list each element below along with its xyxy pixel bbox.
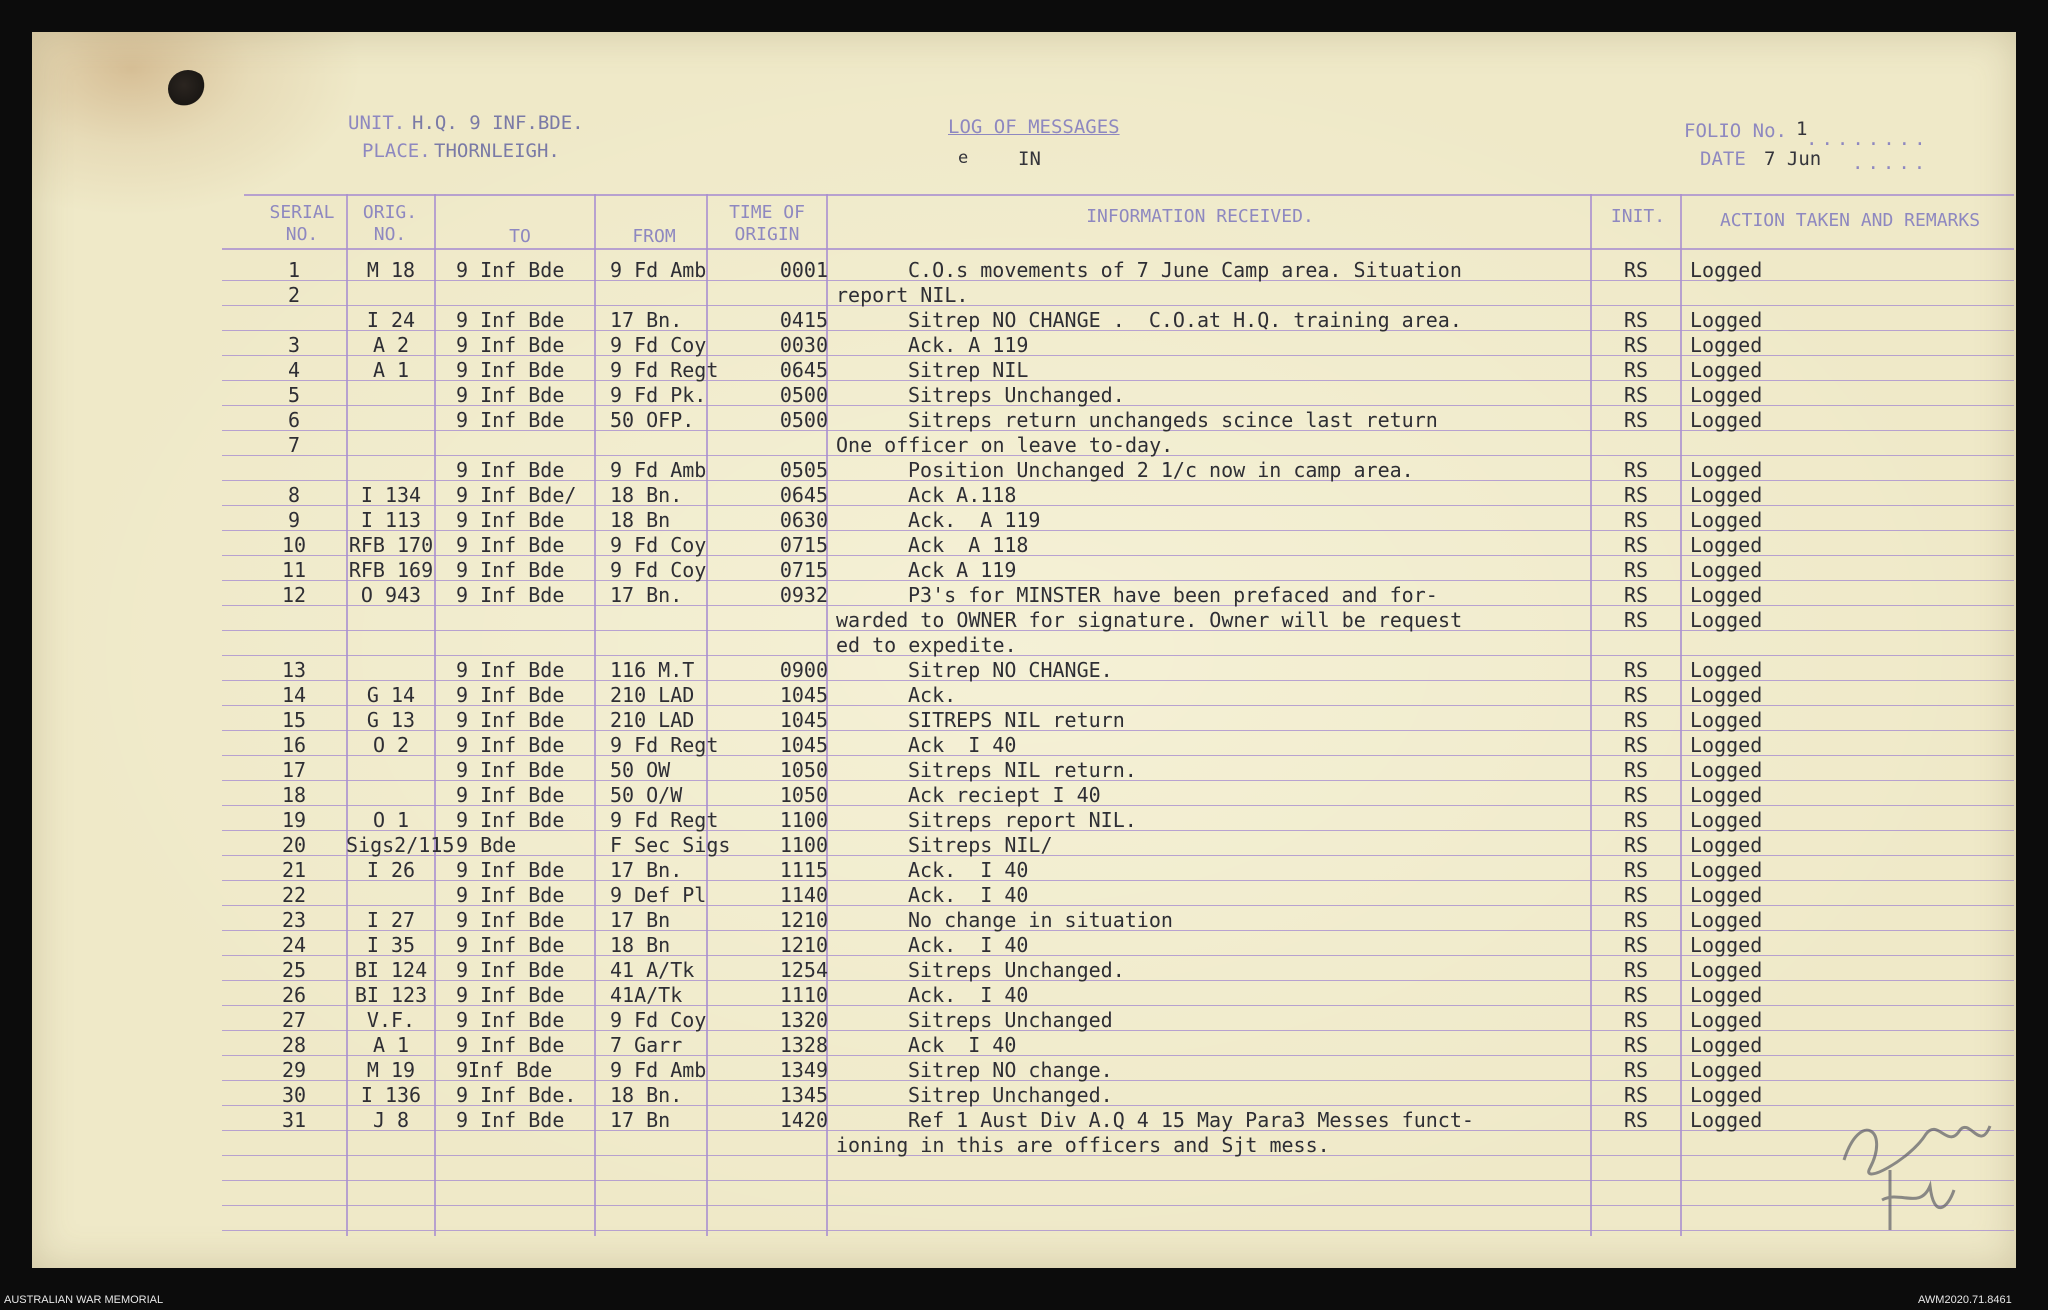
col-orig-heading: ORIG. NO.	[362, 202, 418, 245]
cell-to: 9 Inf Bde	[456, 983, 565, 1007]
cell-to: 9 Inf Bde	[456, 533, 565, 557]
col-rule-init	[1680, 194, 1682, 1236]
cell-orig: I 26	[366, 858, 416, 882]
cell-to: 9 Inf Bde	[456, 958, 565, 982]
cell-orig: O 943	[360, 583, 422, 607]
cell-init: RS	[1623, 1108, 1649, 1132]
cell-orig: O 1	[372, 808, 410, 832]
cell-init: RS	[1623, 258, 1649, 282]
cell-info: Ack A.118	[908, 483, 1017, 507]
cell-init: RS	[1623, 383, 1649, 407]
cell-init: RS	[1623, 708, 1649, 732]
cell-serial: 21	[281, 858, 307, 882]
cell-info: Sitrep NIL	[908, 358, 1029, 382]
cell-serial: 4	[287, 358, 301, 382]
cell-serial: 10	[281, 533, 307, 557]
cell-from: 18 Bn.	[610, 483, 683, 507]
cell-from: 7 Garr	[610, 1033, 683, 1057]
cell-orig: A 1	[372, 358, 410, 382]
cell-from: 210 LAD	[610, 683, 695, 707]
place-value: THORNLEIGH.	[434, 140, 560, 162]
header-bottom-rule	[222, 248, 2014, 250]
row-rule	[222, 1230, 2014, 1231]
cell-info: Ack A 119	[908, 558, 1017, 582]
date-dots: .....	[1852, 152, 1930, 174]
cell-info: Ack. A 119	[908, 508, 1041, 532]
cell-to: 9 Inf Bde	[456, 733, 565, 757]
cell-from: 9 Fd Pk.	[610, 383, 707, 407]
cell-init: RS	[1623, 308, 1649, 332]
cell-info: Sitreps Unchanged.	[908, 958, 1125, 982]
cell-action: Logged	[1690, 483, 1763, 507]
cell-init: RS	[1623, 958, 1649, 982]
col-rule-info	[1590, 194, 1592, 1236]
cell-action: Logged	[1690, 608, 1763, 632]
cell-to: 9 Inf Bde	[456, 358, 565, 382]
cell-from: 9 Fd Regt	[610, 358, 719, 382]
cell-from: 9 Fd Amb	[610, 1058, 707, 1082]
cell-serial: 22	[281, 883, 307, 907]
form-title: LOG OF MESSAGES	[948, 116, 1120, 138]
cell-init: RS	[1623, 783, 1649, 807]
cell-to: 9 Inf Bde.	[456, 1083, 577, 1107]
cell-info: Sitreps return unchangeds scince last return	[908, 408, 1438, 432]
cell-action: Logged	[1690, 783, 1763, 807]
cell-from: 17 Bn.	[610, 583, 683, 607]
cell-to: 9 Inf Bde	[456, 858, 565, 882]
cell-from: 17 Bn.	[610, 858, 683, 882]
col-time-heading: TIME OF ORIGIN	[729, 202, 805, 245]
cell-to: 9 Inf Bde	[456, 408, 565, 432]
col-info-heading: INFORMATION RECEIVED.	[1086, 206, 1314, 227]
cell-action: Logged	[1690, 658, 1763, 682]
cell-serial: 23	[281, 908, 307, 932]
cell-info: ed to expedite.	[836, 633, 1017, 657]
cell-to: 9 Inf Bde	[456, 383, 565, 407]
cell-time: 1328	[779, 1033, 828, 1057]
cell-info: Ack I 40	[908, 1033, 1017, 1057]
cell-info: Position Unchanged 2 1/c now in camp area.	[908, 458, 1414, 482]
cell-time: 0001	[779, 258, 828, 282]
cell-from: 18 Bn	[610, 508, 671, 532]
cell-to: 9 Inf Bde	[456, 933, 565, 957]
cell-serial: 12	[281, 583, 307, 607]
cell-serial: 29	[281, 1058, 307, 1082]
col-serial-heading: SERIAL NO.	[269, 202, 335, 245]
cell-from: 17 Bn	[610, 1108, 671, 1132]
cell-info: warded to OWNER for signature. Owner will be request	[836, 608, 1463, 632]
cell-action: Logged	[1690, 358, 1763, 382]
cell-time: 1045	[779, 683, 828, 707]
cell-orig: I 134	[360, 483, 422, 507]
cell-init: RS	[1623, 808, 1649, 832]
cell-info: Sitrep NO change.	[908, 1058, 1113, 1082]
cell-action: Logged	[1690, 533, 1763, 557]
cell-to: 9 Inf Bde	[456, 783, 565, 807]
cell-serial: 26	[281, 983, 307, 1007]
cell-init: RS	[1623, 683, 1649, 707]
cell-from: 116 M.T	[610, 658, 695, 682]
cell-from: 17 Bn	[610, 908, 671, 932]
cell-init: RS	[1623, 508, 1649, 532]
cell-time: 1115	[779, 858, 828, 882]
cell-time: 0030	[779, 333, 828, 357]
cell-time: 1345	[779, 1083, 828, 1107]
cell-serial: 3	[287, 333, 301, 357]
cell-time: 0645	[779, 483, 828, 507]
cell-action: Logged	[1690, 1083, 1763, 1107]
cell-to: 9 Inf Bde	[456, 1033, 565, 1057]
cell-time: 1045	[779, 733, 828, 757]
cell-orig: A 1	[372, 1033, 410, 1057]
cell-action: Logged	[1690, 758, 1763, 782]
cell-time: 1254	[779, 958, 828, 982]
cell-time: 1110	[779, 983, 828, 1007]
cell-from: 9 Fd Coy	[610, 558, 707, 582]
cell-info: Ack.	[908, 683, 957, 707]
cell-orig: I 24	[366, 308, 416, 332]
cell-serial: 17	[281, 758, 307, 782]
cell-action: Logged	[1690, 333, 1763, 357]
cell-action: Logged	[1690, 258, 1763, 282]
cell-time: 1210	[779, 908, 828, 932]
cell-serial: 6	[287, 408, 301, 432]
cell-action: Logged	[1690, 883, 1763, 907]
cell-action: Logged	[1690, 1108, 1763, 1132]
cell-from: 9 Fd Coy	[610, 533, 707, 557]
cell-to: 9 Inf Bde	[456, 683, 565, 707]
cell-info: Ack. I 40	[908, 983, 1029, 1007]
cell-action: Logged	[1690, 933, 1763, 957]
cell-action: Logged	[1690, 408, 1763, 432]
cell-serial: 13	[281, 658, 307, 682]
cell-info: Sitreps Unchanged.	[908, 383, 1125, 407]
cell-action: Logged	[1690, 958, 1763, 982]
cell-time: 1420	[779, 1108, 828, 1132]
col-init-heading: INIT.	[1610, 206, 1666, 227]
cell-time: 0715	[779, 533, 828, 557]
cell-time: 0415	[779, 308, 828, 332]
cell-time: 1050	[779, 758, 828, 782]
cell-to: 9 Inf Bde	[456, 258, 565, 282]
footer-accession: AWM2020.71.8461	[1918, 1294, 2012, 1306]
cell-init: RS	[1623, 1033, 1649, 1057]
cell-init: RS	[1623, 858, 1649, 882]
cell-init: RS	[1623, 608, 1649, 632]
cell-info: Sitreps NIL/	[908, 833, 1053, 857]
cell-from: 18 Bn.	[610, 1083, 683, 1107]
cell-to: 9 Inf Bde	[456, 908, 565, 932]
cell-from: 50 OFP.	[610, 408, 695, 432]
cell-info: One officer on leave to-day.	[836, 433, 1174, 457]
cell-init: RS	[1623, 983, 1649, 1007]
cell-serial: 16	[281, 733, 307, 757]
cell-from: 9 Fd Coy	[610, 333, 707, 357]
cell-orig: V.F.	[366, 1008, 416, 1032]
cell-info: Ack. A 119	[908, 333, 1029, 357]
cell-time: 1140	[779, 883, 828, 907]
cell-init: RS	[1623, 1058, 1649, 1082]
cell-info: Sitrep NO CHANGE . C.O.at H.Q. training area.	[908, 308, 1462, 332]
cell-serial: 19	[281, 808, 307, 832]
cell-info: Sitrep NO CHANGE.	[908, 658, 1113, 682]
cell-info: Sitreps NIL return.	[908, 758, 1137, 782]
cell-orig: BI 123	[354, 983, 428, 1007]
cell-from: 41A/Tk	[610, 983, 683, 1007]
cell-to: 9 Bde	[456, 833, 517, 857]
place-label: PLACE.	[362, 140, 431, 162]
row-rule	[222, 305, 2014, 306]
cell-from: 50 O/W	[610, 783, 683, 807]
cell-to: 9 Inf Bde	[456, 458, 565, 482]
cell-time: 1100	[779, 833, 828, 857]
cell-to: 9 Inf Bde	[456, 558, 565, 582]
cell-orig: I 136	[360, 1083, 422, 1107]
cell-info: Ack. I 40	[908, 858, 1029, 882]
cell-info: No change in situation	[908, 908, 1173, 932]
cell-action: Logged	[1690, 858, 1763, 882]
cell-to: 9Inf Bde	[456, 1058, 553, 1082]
cell-orig: I 27	[366, 908, 416, 932]
cell-to: 9 Inf Bde	[456, 1108, 565, 1132]
col-from-heading: FROM	[632, 226, 676, 247]
cell-serial: 28	[281, 1033, 307, 1057]
cell-orig: M 18	[366, 258, 416, 282]
cell-orig: O 2	[372, 733, 410, 757]
table-top-rule	[244, 194, 2014, 196]
cell-orig: I 113	[360, 508, 422, 532]
cell-orig: A 2	[372, 333, 410, 357]
cell-from: 9 Fd Amb	[610, 258, 707, 282]
cell-orig: RFB 169	[348, 558, 434, 582]
cell-serial: 20	[281, 833, 307, 857]
cell-orig: G 14	[366, 683, 416, 707]
cell-serial: 9	[287, 508, 301, 532]
cell-from: 50 OW	[610, 758, 671, 782]
cell-init: RS	[1623, 933, 1649, 957]
cell-from: 9 Fd Regt	[610, 733, 719, 757]
cell-info: Ack A 118	[908, 533, 1029, 557]
cell-to: 9 Inf Bde	[456, 508, 565, 532]
cell-from: 9 Fd Coy	[610, 1008, 707, 1032]
cell-action: Logged	[1690, 308, 1763, 332]
row-rule	[222, 1180, 2014, 1181]
cell-action: Logged	[1690, 708, 1763, 732]
cell-serial: 24	[281, 933, 307, 957]
cell-from: 210 LAD	[610, 708, 695, 732]
cell-time: 1320	[779, 1008, 828, 1032]
cell-serial: 2	[287, 283, 301, 307]
cell-init: RS	[1623, 1083, 1649, 1107]
cell-action: Logged	[1690, 733, 1763, 757]
cell-init: RS	[1623, 483, 1649, 507]
cell-info: SITREPS NIL return	[908, 708, 1125, 732]
cell-to: 9 Inf Bde	[456, 308, 565, 332]
cell-from: 41 A/Tk	[610, 958, 695, 982]
unit-label: UNIT.	[348, 112, 406, 134]
cell-orig: M 19	[366, 1058, 416, 1082]
cell-from: F Sec Sigs	[610, 833, 731, 857]
cell-to: 9 Inf Bde	[456, 708, 565, 732]
cell-action: Logged	[1690, 458, 1763, 482]
cell-serial: 30	[281, 1083, 307, 1107]
handwritten-signature	[1830, 1090, 2010, 1240]
cell-serial: 31	[281, 1108, 307, 1132]
cell-time: 0630	[779, 508, 828, 532]
folio-label: FOLIO No.	[1684, 120, 1787, 142]
date-value: 7 Jun	[1764, 148, 1822, 170]
cell-to: 9 Inf Bde	[456, 658, 565, 682]
cell-serial: 7	[287, 433, 301, 457]
cell-from: 17 Bn.	[610, 308, 683, 332]
cell-init: RS	[1623, 883, 1649, 907]
cell-from: 18 Bn	[610, 933, 671, 957]
cell-info: ioning in this are officers and Sjt mess.	[836, 1133, 1330, 1157]
cell-info: Sitrep Unchanged.	[908, 1083, 1113, 1107]
cell-action: Logged	[1690, 383, 1763, 407]
cell-info: C.O.s movements of 7 June Camp area. Situation	[908, 258, 1462, 282]
cell-info: Ack. I 40	[908, 933, 1029, 957]
cell-action: Logged	[1690, 583, 1763, 607]
cell-orig: BI 124	[354, 958, 428, 982]
cell-to: 9 Inf Bde	[456, 333, 565, 357]
cell-info: report NIL.	[836, 283, 969, 307]
cell-serial: 8	[287, 483, 301, 507]
cell-action: Logged	[1690, 833, 1763, 857]
cell-info: Ack I 40	[908, 733, 1017, 757]
cell-init: RS	[1623, 558, 1649, 582]
cell-init: RS	[1623, 733, 1649, 757]
direction-value: IN	[1018, 148, 1041, 170]
cell-info: Sitreps Unchanged	[908, 1008, 1113, 1032]
col-to-heading: TO	[509, 226, 531, 247]
cell-to: 9 Inf Bde	[456, 1008, 565, 1032]
cell-time: 0645	[779, 358, 828, 382]
cell-info: P3's for MINSTER have been prefaced and for-	[908, 583, 1438, 607]
cell-orig: G 13	[366, 708, 416, 732]
row-rule	[222, 1205, 2014, 1206]
cell-to: 9 Inf Bde	[456, 883, 565, 907]
cell-orig: Sigs2/115	[346, 833, 455, 857]
cell-init: RS	[1623, 1008, 1649, 1032]
cell-time: 1045	[779, 708, 828, 732]
cell-to: 9 Inf Bde	[456, 808, 565, 832]
cell-init: RS	[1623, 908, 1649, 932]
cell-action: Logged	[1690, 1058, 1763, 1082]
cell-serial: 1	[287, 258, 301, 282]
folio-dots: ........	[1806, 128, 1930, 150]
cell-info: Sitreps report NIL.	[908, 808, 1137, 832]
cell-info: Ref 1 Aust Div A.Q 4 15 May Para3 Messes funct-	[908, 1108, 1474, 1132]
cell-init: RS	[1623, 758, 1649, 782]
cell-time: 0500	[779, 383, 828, 407]
cell-from: 9 Fd Amb	[610, 458, 707, 482]
cell-serial: 25	[281, 958, 307, 982]
cell-serial: 27	[281, 1008, 307, 1032]
cell-from: 9 Fd Regt	[610, 808, 719, 832]
cell-info: Ack reciept I 40	[908, 783, 1101, 807]
cell-init: RS	[1623, 658, 1649, 682]
cell-action: Logged	[1690, 558, 1763, 582]
footer-institution: AUSTRALIAN WAR MEMORIAL	[4, 1294, 164, 1306]
cell-to: 9 Inf Bde/	[456, 483, 577, 507]
cell-time: 0505	[779, 458, 828, 482]
cell-to: 9 Inf Bde	[456, 583, 565, 607]
unit-value: H.Q. 9 INF.BDE.	[412, 112, 584, 134]
cell-init: RS	[1623, 358, 1649, 382]
cell-action: Logged	[1690, 908, 1763, 932]
cell-orig: J 8	[372, 1108, 410, 1132]
col-action-heading: ACTION TAKEN AND REMARKS	[1719, 210, 1981, 231]
cell-init: RS	[1623, 458, 1649, 482]
cell-init: RS	[1623, 583, 1649, 607]
cell-action: Logged	[1690, 1033, 1763, 1057]
cell-time: 0932	[779, 583, 828, 607]
direction-mark: e	[958, 148, 969, 168]
cell-orig: RFB 170	[348, 533, 434, 557]
cell-time: 1210	[779, 933, 828, 957]
cell-serial: 15	[281, 708, 307, 732]
cell-info: Ack. I 40	[908, 883, 1029, 907]
folio-value: 1	[1796, 118, 1808, 140]
punch-hole	[168, 70, 208, 108]
cell-serial: 5	[287, 383, 301, 407]
cell-time: 0715	[779, 558, 828, 582]
cell-init: RS	[1623, 533, 1649, 557]
cell-action: Logged	[1690, 508, 1763, 532]
cell-time: 1050	[779, 783, 828, 807]
cell-init: RS	[1623, 333, 1649, 357]
cell-init: RS	[1623, 408, 1649, 432]
cell-time: 0500	[779, 408, 828, 432]
cell-init: RS	[1623, 833, 1649, 857]
cell-serial: 14	[281, 683, 307, 707]
cell-action: Logged	[1690, 983, 1763, 1007]
cell-serial: 11	[281, 558, 307, 582]
cell-orig: I 35	[366, 933, 416, 957]
cell-to: 9 Inf Bde	[456, 758, 565, 782]
cell-time: 1349	[779, 1058, 828, 1082]
cell-time: 1100	[779, 808, 828, 832]
cell-from: 9 Def Pl	[610, 883, 707, 907]
cell-serial: 18	[281, 783, 307, 807]
row-rule	[222, 655, 2014, 656]
cell-action: Logged	[1690, 808, 1763, 832]
cell-action: Logged	[1690, 683, 1763, 707]
date-label: DATE	[1700, 148, 1746, 170]
cell-action: Logged	[1690, 1008, 1763, 1032]
cell-time: 0900	[779, 658, 828, 682]
